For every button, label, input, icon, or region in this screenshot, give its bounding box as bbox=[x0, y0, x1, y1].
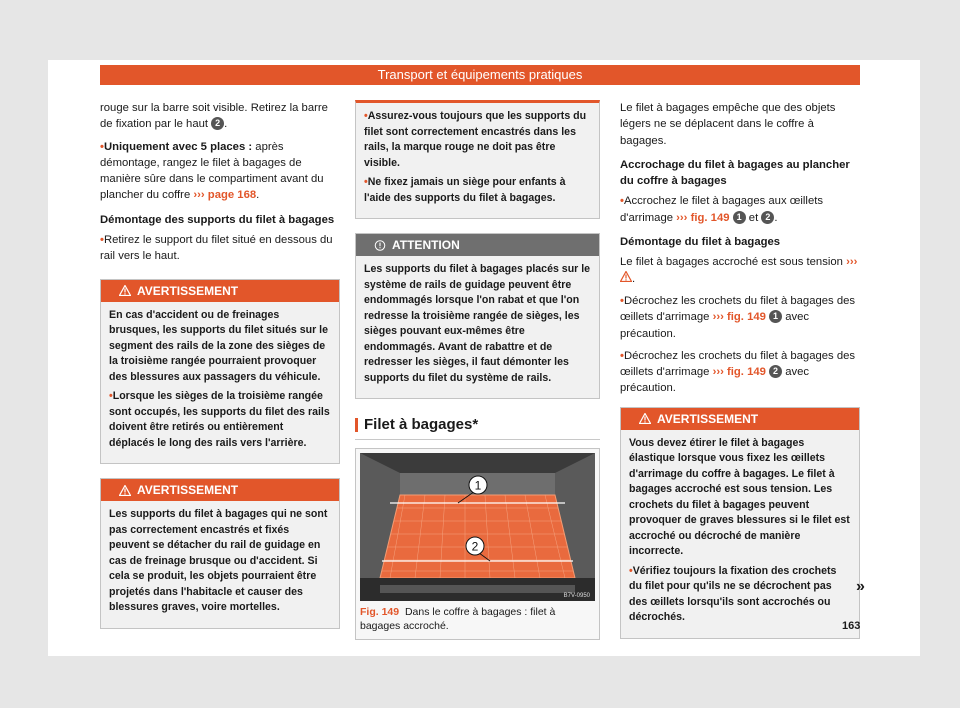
bullet-item: • Lorsque les sièges de la troisième rangée sont occupés, les supports du filet des rails doivent être retirés ou entièrement déplacés le long des rails vers l'arrière. bbox=[109, 389, 331, 451]
bullet-item: • Accrochez le filet à bagages aux œillets d'arrimage ››› fig. 149 1 et 2 . bbox=[620, 193, 860, 226]
figure-label-2: 2 bbox=[471, 539, 479, 554]
page-reference-link[interactable]: ››› page 168 bbox=[193, 189, 257, 202]
figure-reference-link[interactable]: ››› fig. 149 bbox=[712, 366, 766, 379]
figure-code: B7V-0950 bbox=[563, 593, 590, 600]
paragraph: rouge sur la barre soit visible. Retirez la barre de fixation par le haut 2 . bbox=[100, 102, 328, 131]
bullet-item: • Uniquement avec 5 places : après démontage, rangez le filet à bagages de manière sûre dans le compartiment avant du plancher du coffre ››› page 168. bbox=[100, 139, 340, 204]
callout-number: 1 bbox=[769, 310, 782, 323]
figure bbox=[355, 448, 600, 640]
page-header-bar: Transport et équipements pratiques bbox=[100, 65, 860, 85]
warning-box bbox=[100, 279, 340, 465]
callout-number: 2 bbox=[769, 365, 782, 378]
attention-box bbox=[355, 233, 600, 399]
warning-triangle-icon bbox=[119, 285, 131, 296]
bullet-item: • Décrochez les crochets du filet à bagages des œillets d'arrimage ››› fig. 149 2 avec précaution. bbox=[620, 348, 860, 397]
warning-triangle-icon bbox=[639, 413, 651, 424]
section-title: Filet à bagages* bbox=[355, 417, 600, 440]
warning-box bbox=[100, 478, 340, 629]
section-heading: Accrochage du filet à bagages au plancher du coffre à bagages bbox=[620, 158, 850, 188]
warning-reference-link[interactable]: ››› bbox=[620, 256, 857, 284]
warning-body bbox=[356, 103, 599, 218]
column-left bbox=[100, 100, 340, 643]
figure-label-1: 1 bbox=[474, 478, 482, 493]
luggage-net-illustration bbox=[360, 453, 595, 601]
warning-box bbox=[620, 407, 860, 639]
warning-header: AVERTISSEMENT bbox=[101, 280, 339, 302]
bullet-item: • Décrochez les crochets du filet à bagages des œillets d'arrimage ››› fig. 149 1 avec précaution. bbox=[620, 293, 860, 342]
column-right bbox=[620, 100, 860, 653]
warning-continuation-box bbox=[355, 100, 600, 219]
column-middle bbox=[355, 100, 600, 640]
continue-arrow-icon: » bbox=[856, 578, 865, 595]
warning-triangle-icon bbox=[620, 271, 632, 282]
callout-number: 2 bbox=[761, 211, 774, 224]
page-number: 163 bbox=[842, 620, 861, 632]
bullet-item: • Assurez-vous toujours que les supports du filet sont correctement encastrés dans les rails, la marque rouge ne doit pas être visible. bbox=[364, 109, 591, 171]
warning-body: Vous devez étirer le filet à bagages élastique lorsque vous fixez les œillets d'arrimage du coffre à bagages. Le filet à bagages accroché est sous tension. Les crochets du filet à bagages peuvent provoquer de graves blessures si le filet est accroché ou décroché de manière incorrecte. • Vérifiez toujours la fixation des crochets du filet pour qu'ils ne se décrochent pas des œillets lorsqu'ils sont accrochés ou décrochés. bbox=[621, 430, 859, 638]
paragraph: Le filet à bagages empêche que des objets légers ne se déplacent dans le coffre à bagages. bbox=[620, 102, 836, 147]
callout-number: 1 bbox=[733, 211, 746, 224]
warning-header: AVERTISSEMENT bbox=[621, 408, 859, 430]
warning-body: En cas d'accident ou de freinages brusques, les supports du filet situés sur le segment des rails de la zone des sièges de la troisième rangée pourraient provoquer des blessures aux passagers du véhicule. • Lorsque les sièges de la troisième rangée sont occupés, les supports du filet des rails doivent être retirés ou entièrement déplacés le long des rails vers l'arrière. bbox=[101, 302, 339, 464]
attention-header: ATTENTION bbox=[356, 234, 599, 256]
figure-caption: Fig. 149 Dans le coffre à bagages : filet à bagages accroché. bbox=[360, 606, 556, 633]
bullet-item: • Vérifiez toujours la fixation des crochets du filet pour qu'ils ne se décrochent pas des œillets lorsqu'ils sont accrochés ou décrochés. bbox=[629, 564, 851, 626]
info-circle-icon bbox=[374, 240, 386, 251]
bullet-item: • Ne fixez jamais un siège pour enfants à l'aide des supports du filet à bagages. bbox=[364, 175, 591, 206]
warning-triangle-icon bbox=[119, 485, 131, 496]
attention-body: Les supports du filet à bagages placés sur le système de rails de guidage peuvent être endommagés lorsque l'on rabat et que l'on redresse la troisième rangée de sièges, les sièges pouvant eux-mêmes être endommagés. Avant de rabattre et de redresser les sièges, il faut démonter les supports du filet du système de rails. bbox=[364, 263, 591, 384]
callout-number: 2 bbox=[211, 117, 224, 130]
figure-reference-link[interactable]: ››› fig. 149 bbox=[712, 311, 766, 324]
warning-body: Les supports du filet à bagages qui ne sont pas correctement encastrés et fixés peuvent se détacher du rail de guidage en cas de freinage brusque ou d'accident. Si cela se produit, les objets pourraient être projetés dans l'habitacle et causer des blessures graves, voire mortelles. bbox=[109, 508, 328, 614]
bullet-item: • Retirez le support du filet situé en dessous du rail vers le haut. bbox=[100, 232, 340, 265]
figure-reference-link[interactable]: ››› fig. 149 bbox=[676, 211, 730, 224]
section-heading: Démontage du filet à bagages bbox=[620, 236, 781, 249]
warning-header: AVERTISSEMENT bbox=[101, 479, 339, 501]
figure-image bbox=[360, 453, 595, 601]
paragraph: Le filet à bagages accroché est sous tension ››› . bbox=[620, 256, 858, 285]
section-heading: Démontage des supports du filet à bagages bbox=[100, 213, 335, 226]
